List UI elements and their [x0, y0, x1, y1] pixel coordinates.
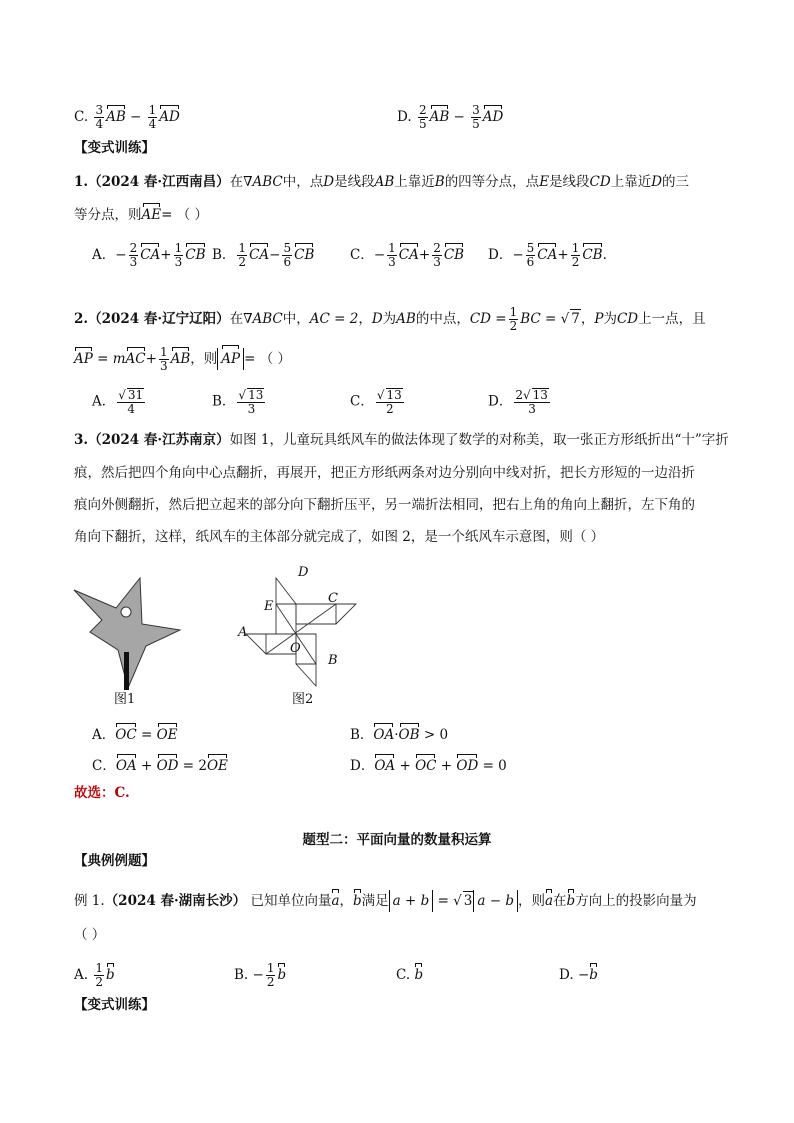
fraction: $\frac{1}{2}$: [95, 961, 103, 989]
vector: b: [566, 893, 576, 909]
math: AC = 2: [309, 311, 359, 327]
abs-expression: a + b: [389, 890, 434, 912]
vector: AE: [141, 207, 162, 223]
math: D: [651, 174, 663, 190]
q2-option-d: [488, 388, 552, 416]
math: D: [371, 311, 383, 327]
fig2-label-c: C: [328, 591, 338, 606]
text: = 0: [482, 758, 507, 774]
question-number: 3.: [74, 432, 89, 448]
vector: a: [331, 893, 340, 909]
option-letter: D.: [559, 967, 574, 983]
text: 中，: [282, 311, 310, 327]
operator: +: [160, 247, 172, 263]
section-title-type2: 题型二：平面向量的数量积运算: [302, 832, 492, 848]
option-letter: D.: [397, 109, 412, 125]
vector: AC: [125, 351, 146, 367]
section-variant-training-2: 【变式训练】: [74, 997, 155, 1013]
fraction: $\frac{1}{3}$: [388, 241, 396, 269]
ex1-option-d: [559, 966, 598, 984]
example-label: 例 1.: [74, 893, 105, 909]
vector: AP: [221, 348, 240, 370]
math: CD =: [469, 311, 507, 327]
ex1-option-a: [74, 962, 115, 989]
fig2-label-a: A: [238, 625, 248, 640]
fraction: $\frac{√ 31}{4}$: [118, 388, 144, 416]
q1-line2: [74, 206, 208, 224]
ex1-line2: （ ）: [74, 927, 106, 943]
fig2-blade-left: [246, 634, 296, 654]
option-letter: A.: [74, 967, 89, 983]
fig2-label-d: D: [298, 565, 309, 580]
fraction: $\frac{1}{3}$: [159, 345, 168, 373]
text: ，: [339, 893, 354, 909]
fraction: $\frac{1}{2}$: [571, 241, 580, 269]
fraction: $\frac{1}{2}$: [509, 305, 518, 333]
text: .: [602, 247, 607, 263]
q3-line2: 痕，然后把四个角向中心点翻折，再展开，把正方形纸两条对边分别向中线对折，把长方形短的一边沿折: [74, 465, 695, 481]
vector: CB: [294, 247, 315, 263]
q1-option-c: [350, 242, 464, 269]
q1-option-a: [92, 242, 206, 269]
fraction: $\frac{5}{6}$: [283, 241, 292, 269]
text: 是线段: [334, 174, 375, 190]
text: = （ ）: [161, 207, 209, 223]
fig2-blade-right: [296, 604, 356, 624]
vector: b: [105, 967, 115, 983]
option-letter: C.: [74, 109, 89, 125]
operator: +: [399, 758, 411, 774]
vector: CB: [582, 247, 603, 263]
operator: −: [115, 247, 127, 263]
math: ∇ABC: [243, 174, 283, 190]
text: 等分点，则: [74, 207, 142, 223]
text: = 2: [182, 758, 207, 774]
math: ∇ABC: [243, 311, 283, 327]
question-source: （2024 春·辽宁辽阳）: [88, 311, 230, 327]
vector: OE: [206, 758, 228, 774]
vector: CA: [140, 247, 161, 263]
option-letter: C．: [92, 758, 116, 774]
q1-option-b: [212, 242, 314, 269]
pinwheel-figure-2: [237, 565, 356, 707]
option-letter: B．: [350, 727, 374, 743]
fraction: $\frac{2√ 13}{3}$: [515, 388, 548, 416]
option-letter: C.: [396, 967, 411, 983]
q3-answer: 故选：C.: [74, 785, 130, 801]
text: ，则: [190, 351, 218, 367]
operator: =: [140, 727, 153, 743]
option-letter: B．: [212, 393, 236, 410]
fraction: $\frac{1}{2}$: [238, 241, 247, 269]
vector: CA: [398, 247, 419, 263]
vector: OC: [415, 758, 437, 774]
text: = （ ）: [244, 351, 292, 367]
q2-option-a: [92, 388, 147, 416]
text: 上靠近: [394, 174, 435, 190]
question-number: 1.: [74, 174, 89, 190]
text: 的中点，: [415, 311, 470, 327]
text: 为: [382, 311, 397, 327]
q1-option-d: [488, 242, 607, 269]
vector: CB: [443, 247, 465, 263]
ex1-line1: 例 1.（2024 春·湖南长沙） 已知单位向量a，b满足 a + b = √ 3 a − b ，则a在b方向上的投影向量为: [74, 890, 697, 912]
sqrt: 7: [571, 311, 580, 327]
vector: OA: [374, 758, 396, 774]
abs-expression: a − b: [473, 890, 518, 912]
section-example: 【典例例题】: [74, 853, 155, 869]
option-letter: A．: [92, 247, 116, 263]
fraction: $\frac{2}{3}$: [129, 241, 138, 269]
example-source: （2024 春·湖南长沙）: [104, 893, 247, 909]
text: 中，点: [282, 174, 324, 190]
vector: b: [589, 967, 598, 983]
q3-line3: 痕向外侧翻折，然后把立起来的部分向下翻折压平，另一端折法相同，把右上角的角向上翻折，左下角的: [74, 497, 695, 513]
vector: AB: [429, 109, 450, 125]
operator: +: [145, 351, 157, 367]
fig2-caption: 图2: [292, 692, 314, 707]
vector: OD: [156, 758, 179, 774]
q3-option-b: [350, 726, 448, 744]
fig2-label-e: E: [264, 599, 274, 614]
q3-option-a: [92, 726, 178, 744]
math: P: [594, 311, 604, 327]
vector: CA: [537, 247, 558, 263]
fraction: $\frac{2}{5}$: [418, 103, 427, 131]
vector: CA: [249, 247, 270, 263]
fig1-caption: 图1: [114, 692, 136, 707]
fig2-label-o: O: [290, 641, 301, 656]
fraction: $\frac{3}{5}$: [472, 103, 480, 131]
vector: b: [277, 967, 287, 983]
text: ，: [358, 311, 372, 327]
vector: AB: [106, 109, 126, 125]
text: 满足: [361, 893, 389, 909]
vector: AP: [74, 351, 93, 367]
text: 在: [553, 893, 567, 909]
text: ，则: [517, 893, 545, 909]
pinwheel-figures: [60, 560, 380, 710]
ex1-option-b: [234, 962, 286, 989]
operator: +: [440, 758, 453, 774]
q3-line1: [74, 431, 729, 449]
vector: AB: [170, 351, 191, 367]
fraction: $\frac{2}{3}$: [433, 241, 441, 269]
fraction: $\frac{√ 13}{2}$: [376, 388, 402, 416]
vector: OE: [156, 727, 178, 743]
text: 的三: [662, 174, 690, 190]
option-letter: B.: [234, 967, 249, 983]
q3-option-c: [92, 757, 228, 775]
option-c-top: [74, 104, 180, 131]
q2-line1: 2.（2024 春·辽宁辽阳）在∇ABC中，AC = 2，D为AB的中点，CD = $\frac{1}{2}$ BC = √ 7，P为CD上一点，且: [74, 305, 706, 333]
sqrt: 3: [463, 893, 473, 909]
question-source: （2024 春·江苏南京）: [88, 432, 230, 448]
text: 已知单位向量: [250, 893, 332, 909]
option-letter: D．: [488, 247, 513, 263]
math: AB: [374, 174, 395, 190]
text: 是线段: [549, 174, 590, 190]
vector: b: [353, 893, 362, 909]
pinwheel-stick: [124, 652, 129, 690]
vector: OA: [373, 727, 395, 743]
math: D: [323, 174, 335, 190]
math: B: [434, 174, 445, 190]
vector: CB: [185, 247, 206, 263]
fraction: $\frac{3}{4}$: [95, 103, 104, 131]
q3-line4: 角向下翻折，这样，纸风车的主体部分就完成了，如图 2，是一个纸风车示意图，则（ ）: [74, 529, 605, 545]
pinwheel-figure-1: [74, 578, 180, 707]
operator: −: [252, 967, 264, 983]
option-letter: D．: [488, 393, 513, 410]
q1-line1: [74, 173, 689, 191]
text: 方向上的投影向量为: [575, 893, 697, 909]
operator: −: [512, 247, 524, 263]
vector: OD: [456, 758, 479, 774]
section-variant-training: 【变式训练】: [74, 140, 155, 156]
option-letter: C．: [350, 393, 374, 410]
option-letter: C．: [350, 247, 374, 263]
text: 上靠近: [610, 174, 652, 190]
math: BC =: [520, 311, 557, 327]
operator: −: [577, 967, 590, 983]
vector: AD: [482, 109, 504, 125]
math: CD: [589, 174, 611, 190]
q3-option-d: [350, 757, 507, 775]
operator: +: [140, 758, 153, 774]
q2-option-c: [350, 388, 406, 416]
fig2-label-b: B: [328, 653, 338, 668]
vector: AD: [159, 109, 180, 125]
operator: −: [453, 109, 465, 125]
text: 为: [603, 311, 617, 327]
fraction: $\frac{1}{3}$: [174, 241, 183, 269]
option-letter: B．: [212, 247, 236, 263]
question-source: （2024 春·江西南昌）: [88, 174, 230, 190]
fig2-diagonal: [266, 604, 336, 654]
fraction: $\frac{5}{6}$: [526, 241, 535, 269]
option-letter: A．: [92, 393, 116, 410]
operator: −: [373, 247, 386, 263]
ex1-option-c: [396, 966, 423, 984]
operator: +: [557, 247, 569, 263]
vector: b: [414, 967, 424, 983]
text: 在: [229, 311, 244, 327]
question-number: 2.: [74, 311, 89, 327]
fraction: $\frac{√ 13}{3}$: [238, 388, 264, 416]
q2-option-b: [212, 388, 267, 416]
math: = m: [97, 351, 126, 367]
text: 如图 1，儿童玩具纸风车的做法体现了数学的对称美，取一张正方形纸折出“十”字折: [229, 432, 729, 448]
fig2-blade-top: [276, 578, 296, 634]
operator: +: [418, 247, 431, 263]
text: 上一点，且: [638, 311, 706, 327]
vector: a: [544, 893, 554, 909]
option-letter: A．: [92, 727, 116, 743]
vector: OB: [398, 727, 420, 743]
operator: =: [437, 893, 449, 909]
text: ，: [580, 311, 595, 327]
fraction: $\frac{1}{2}$: [266, 961, 275, 989]
pinwheel-center: [121, 607, 131, 617]
math: AB: [396, 311, 416, 327]
fraction: $\frac{1}{4}$: [148, 103, 157, 131]
option-letter: D．: [350, 758, 375, 774]
option-d-top: [397, 104, 503, 131]
math: CD: [616, 311, 639, 327]
operator: −: [269, 247, 281, 263]
text: 的四等分点，点: [444, 174, 540, 190]
vector: OA: [115, 758, 137, 774]
operator: −: [130, 109, 142, 125]
text: 在: [229, 174, 244, 190]
vector: OC: [115, 727, 137, 743]
text: > 0: [423, 727, 449, 743]
q2-line2: [74, 346, 291, 373]
math: E: [539, 174, 550, 190]
operator: ·: [394, 727, 399, 743]
